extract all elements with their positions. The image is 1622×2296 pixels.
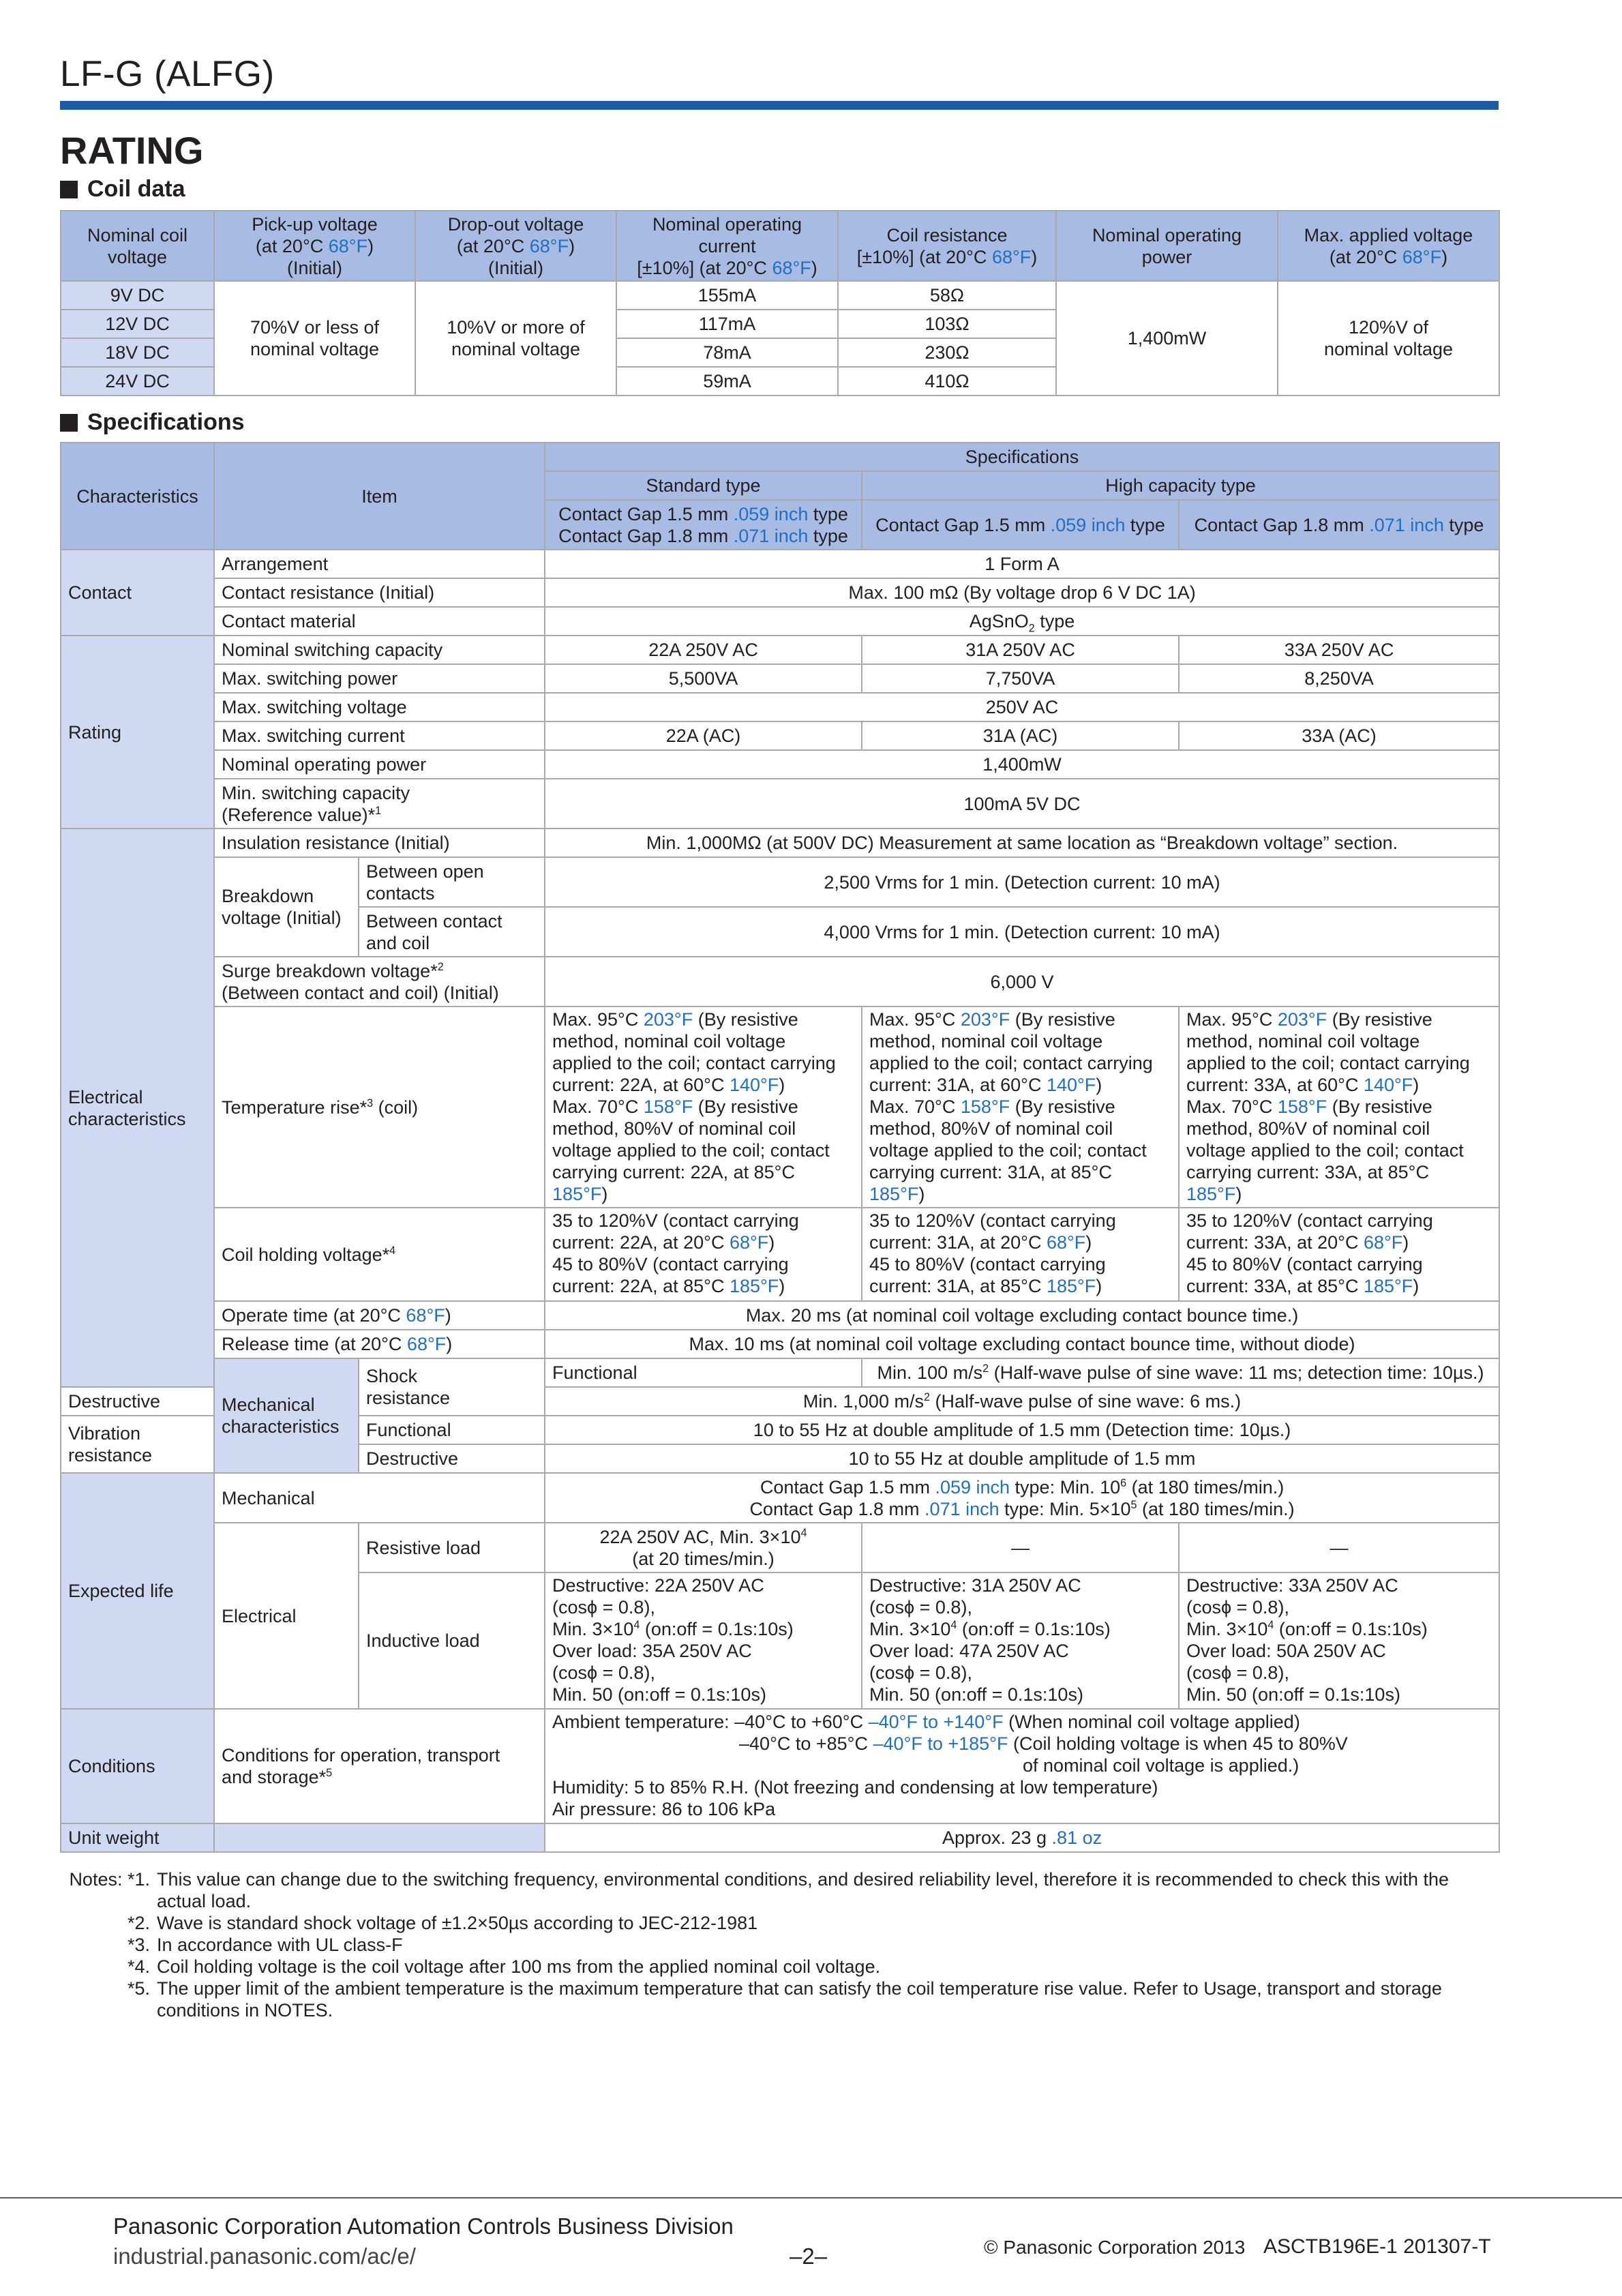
notes — [60, 1868, 1499, 2021]
table-row — [61, 1007, 1499, 1208]
value-cell: Max. 10 ms (at nominal coil voltage excluding contact bounce time, without diode) — [545, 1330, 1499, 1358]
resistance-cell: 58Ω — [838, 281, 1056, 310]
note-item: *5. The upper limit of the ambient temperature is the maximum temperature that can satisfy the coil temperature rise value. Refer to Usage, transport and storage conditions in NOTES. — [127, 1978, 1442, 2021]
table-row — [61, 857, 1499, 907]
item-vibration-resistance: Vibration resistance — [61, 1416, 214, 1473]
header-current: Nominal operating current [±10%] (at 20°C 68°F) — [616, 211, 838, 281]
value-cell: 7,750VA — [862, 664, 1179, 693]
page-title: LF-G (ALFG) — [60, 54, 275, 94]
item-between-open-contacts: Between open contacts — [359, 857, 545, 907]
coil-header-row — [61, 211, 1499, 281]
value-cell: 31A 250V AC — [862, 636, 1179, 664]
header-resistance: Coil resistance [±10%] (at 20°C 68°F) — [838, 211, 1056, 281]
value-cell: 250V AC — [545, 693, 1499, 721]
item-inductive-load: Inductive load — [359, 1572, 545, 1709]
resistance-cell: 103Ω — [838, 310, 1056, 338]
coil-voltage-cell: 24V DC — [61, 367, 214, 396]
item-min-switching-capacity: Min. switching capacity (Reference value)*$^1$ — [214, 779, 545, 829]
footer-url[interactable]: industrial.panasonic.com/ac/e/ — [113, 2243, 416, 2269]
power-value: 1,400mW — [1056, 281, 1278, 396]
value-cell: — — [1179, 1523, 1499, 1572]
value-arrangement: 1 Form A — [545, 550, 1499, 578]
value-cell: 22A (AC) — [545, 721, 862, 750]
value-conditions: Ambient temperature: –40°C to +60°C –40°F to +140°F (When nominal coil voltage applied) –40°C to +85°C –40°F to +185°F (Coil holding voltage is when 45 to 80%V of nominal coil voltage is applied.) Humidity: 5 to 85% R.H. (Not freezing and condensing at low temperature) Air pressure: 86 to 106 kPa — [545, 1709, 1499, 1823]
item-max-switching-current: Max. switching current — [214, 721, 545, 750]
holding-standard: 35 to 120%V (contact carrying current: 22A, at 20°C 68°F) 45 to 80%V (contact carrying current: 22A, at 85°C 185°F) — [545, 1208, 862, 1301]
value-cell: 22A 250V AC — [545, 636, 862, 664]
group-electrical: Electrical characteristics — [61, 829, 214, 1387]
value-cell: 4,000 Vrms for 1 min. (Detection current: 10 mA) — [545, 907, 1499, 957]
table-row — [61, 1330, 1499, 1358]
coil-data-table — [60, 210, 1500, 396]
note-item: *4. Coil holding voltage is the coil voltage after 100 ms from the applied nominal coil voltage. — [127, 1956, 881, 1977]
footer-company: Panasonic Corporation Automation Controls Business Division — [113, 2213, 734, 2239]
resistance-cell: 410Ω — [838, 367, 1056, 396]
value-contact-material: AgSnO$_2$ type — [545, 607, 1499, 636]
item-functional: Functional — [545, 1358, 862, 1387]
current-cell: 78mA — [616, 338, 838, 367]
item-release-time: Release time (at 20°C 68°F) — [214, 1330, 545, 1358]
item-conditions: Conditions for operation, transport and storage*$^5$ — [214, 1709, 545, 1823]
item-arrangement: Arrangement — [214, 550, 545, 578]
header-high-capacity-type: High capacity type — [862, 471, 1499, 500]
item-destructive: Destructive — [359, 1444, 545, 1473]
page-number: –2– — [790, 2243, 828, 2269]
header-item: Item — [214, 443, 545, 550]
item-operate-time: Operate time (at 20°C 68°F) — [214, 1301, 545, 1330]
temp-rise-hc15: Max. 95°C 203°F (By resistive method, nominal coil voltage applied to the coil; contact carrying current: 31A, at 60°C 140°F) Max. 70°C 158°F (By resistive method, 80%V of nominal coil voltage applied to the coil; contact carrying current: 31A, at 85°C 185°F) — [862, 1007, 1179, 1208]
header-gap-standard: Contact Gap 1.5 mm .059 inch type Contact Gap 1.8 mm .071 inch type — [545, 500, 862, 550]
holding-hc18: 35 to 120%V (contact carrying current: 33A, at 20°C 68°F) 45 to 80%V (contact carrying current: 33A, at 85°C 185°F) — [1179, 1208, 1499, 1301]
group-expected-life: Expected life — [61, 1473, 214, 1709]
item-max-switching-voltage: Max. switching voltage — [214, 693, 545, 721]
table-row — [61, 750, 1499, 779]
value-cell: 5,500VA — [545, 664, 862, 693]
square-bullet-icon — [60, 181, 78, 198]
value-cell: 1,400mW — [545, 750, 1499, 779]
header-standard-type: Standard type — [545, 471, 862, 500]
value-cell: 22A 250V AC, Min. $3\times 10^4$ (at 20 times/min.) — [545, 1523, 862, 1572]
table-row — [61, 578, 1499, 607]
group-rating: Rating — [61, 636, 214, 829]
specifications-heading: Specifications — [60, 409, 245, 436]
coil-voltage-cell: 9V DC — [61, 281, 214, 310]
value-cell: Min. 1,000MΩ (at 500V DC) Measurement at same location as “Breakdown voltage” section. — [545, 829, 1499, 857]
header-characteristics: Characteristics — [61, 443, 214, 550]
value-cell: Min. 100 $m/s^2$ (Half-wave pulse of sine wave: 11 ms; detection time: 10µs.) — [862, 1358, 1499, 1387]
holding-hc15: 35 to 120%V (contact carrying current: 31A, at 20°C 68°F) 45 to 80%V (contact carrying current: 31A, at 85°C 185°F) — [862, 1208, 1179, 1301]
max-voltage-value: 120%V of nominal voltage — [1278, 281, 1499, 396]
header-nominal-voltage: Nominal coil voltage — [61, 211, 214, 281]
value-cell: Contact Gap 1.5 mm .059 inch type: Min. $10^6$ (at 180 times/min.) Contact Gap 1.8 mm .071 inch type: Min. $5\times 10^5$ (at 180 times/min.) — [545, 1473, 1499, 1523]
value-cell: 31A (AC) — [862, 721, 1179, 750]
item-nominal-operating-power: Nominal operating power — [214, 750, 545, 779]
table-row — [61, 1709, 1499, 1823]
resistance-cell: 230Ω — [838, 338, 1056, 367]
table-row — [61, 636, 1499, 664]
current-cell: 155mA — [616, 281, 838, 310]
item-nominal-switching-capacity: Nominal switching capacity — [214, 636, 545, 664]
table-row — [61, 1523, 1499, 1572]
footer-rule — [0, 2197, 1622, 2198]
inductive-hc15: Destructive: 31A 250V AC (cosϕ = 0.8), Min. $3\times 10^4$ (on:off = 0.1s:10s) Over load: 47A 250V AC (cosϕ = 0.8), Min. 50 (on:off = 0.1s:10s) — [862, 1572, 1179, 1709]
group-mechanical: Mechanical characteristics — [214, 1358, 359, 1473]
coil-data-heading: Coil data — [60, 176, 185, 203]
header-gap-hc-15: Contact Gap 1.5 mm .059 inch type — [862, 500, 1179, 550]
note-item: *2. Wave is standard shock voltage of ±1.2×50µs according to JEC-212-1981 — [127, 1913, 758, 1933]
table-row — [61, 607, 1499, 636]
table-row — [61, 664, 1499, 693]
table-row — [61, 693, 1499, 721]
temp-rise-hc18: Max. 95°C 203°F (By resistive method, nominal coil voltage applied to the coil; contact carrying current: 33A, at 60°C 140°F) Max. 70°C 158°F (By resistive method, 80%V of nominal coil voltage applied to the coil; contact carrying current: 33A, at 85°C 185°F) — [1179, 1007, 1499, 1208]
current-cell: 59mA — [616, 367, 838, 396]
item-between-contact-coil: Between contact and coil — [359, 907, 545, 957]
dropout-value: 10%V or more of nominal voltage — [415, 281, 616, 396]
table-row — [61, 1823, 1499, 1852]
inductive-standard: Destructive: 22A 250V AC (cosϕ = 0.8), Min. $3\times 10^4$ (on:off = 0.1s:10s) Over load: 35A 250V AC (cosϕ = 0.8), Min. 50 (on:off = 0.1s:10s) — [545, 1572, 862, 1709]
table-row — [61, 550, 1499, 578]
coil-voltage-cell: 12V DC — [61, 310, 214, 338]
group-unit-weight: Unit weight — [61, 1823, 214, 1852]
item-coil-holding-voltage: Coil holding voltage*$^4$ — [214, 1208, 545, 1301]
item-contact-material: Contact material — [214, 607, 545, 636]
item-empty — [214, 1823, 545, 1852]
square-bullet-icon — [60, 414, 78, 432]
item-temperature-rise: Temperature rise*$^3$ (coil) — [214, 1007, 545, 1208]
specifications-table — [60, 442, 1500, 1853]
value-cell: 8,250VA — [1179, 664, 1499, 693]
value-cell: 2,500 Vrms for 1 min. (Detection current: 10 mA) — [545, 857, 1499, 907]
value-cell: 100mA 5V DC — [545, 779, 1499, 829]
item-insulation-resistance: Insulation resistance (Initial) — [214, 829, 545, 857]
value-cell: 33A 250V AC — [1179, 636, 1499, 664]
item-contact-resistance: Contact resistance (Initial) — [214, 578, 545, 607]
note-item: *3. In accordance with UL class-F — [127, 1935, 403, 1955]
item-functional: Functional — [359, 1416, 545, 1444]
coil-voltage-cell: 18V DC — [61, 338, 214, 367]
item-breakdown-voltage: Breakdown voltage (Initial) — [214, 857, 359, 957]
value-cell: 10 to 55 Hz at double amplitude of 1.5 mm — [545, 1444, 1499, 1473]
table-row — [61, 281, 1499, 310]
title-rule — [60, 101, 1499, 110]
footer-copyright: © Panasonic Corporation 2013 — [984, 2237, 1246, 2258]
group-contact: Contact — [61, 550, 214, 636]
footer-doc-code: ASCTB196E-1 201307-T — [1263, 2235, 1491, 2258]
inductive-hc18: Destructive: 33A 250V AC (cosϕ = 0.8), Min. $3\times 10^4$ (on:off = 0.1s:10s) Over load: 50A 250V AC (cosϕ = 0.8), Min. 50 (on:off = 0.1s:10s) — [1179, 1572, 1499, 1709]
table-row — [61, 957, 1499, 1007]
table-row — [61, 1473, 1499, 1523]
value-cell: Min. 1,000 $m/s^2$ (Half-wave pulse of sine wave: 6 ms.) — [545, 1387, 1499, 1416]
group-conditions: Conditions — [61, 1709, 214, 1823]
item-surge-breakdown: Surge breakdown voltage*$^2$ (Between contact and coil) (Initial) — [214, 957, 545, 1007]
value-cell: 33A (AC) — [1179, 721, 1499, 750]
header-pickup: Pick-up voltage (at 20°C 68°F) (Initial) — [214, 211, 415, 281]
value-cell: 10 to 55 Hz at double amplitude of 1.5 mm (Detection time: 10µs.) — [545, 1416, 1499, 1444]
section-title: RATING — [60, 129, 204, 172]
header-gap-hc-18: Contact Gap 1.8 mm .071 inch type — [1179, 500, 1499, 550]
item-electrical-life: Electrical — [214, 1523, 359, 1709]
value-cell: — — [862, 1523, 1179, 1572]
value-cell: Max. 20 ms (at nominal coil voltage excluding contact bounce time.) — [545, 1301, 1499, 1330]
current-cell: 117mA — [616, 310, 838, 338]
value-contact-resistance: Max. 100 mΩ (By voltage drop 6 V DC 1A) — [545, 578, 1499, 607]
item-resistive-load: Resistive load — [359, 1523, 545, 1572]
item-shock-resistance: Shock resistance — [359, 1358, 545, 1416]
table-row — [61, 1358, 1499, 1387]
table-row — [61, 1208, 1499, 1301]
table-row — [61, 721, 1499, 750]
value-unit-weight: Approx. 23 g .81 oz — [545, 1823, 1499, 1852]
table-row — [61, 1301, 1499, 1330]
temp-rise-standard: Max. 95°C 203°F (By resistive method, nominal coil voltage applied to the coil; contact carrying current: 22A, at 60°C 140°F) Max. 70°C 158°F (By resistive method, 80%V of nominal coil voltage applied to the coil; contact carrying current: 22A, at 85°C 185°F) — [545, 1007, 862, 1208]
pickup-value: 70%V or less of nominal voltage — [214, 281, 415, 396]
header-dropout: Drop-out voltage (at 20°C 68°F) (Initial) — [415, 211, 616, 281]
header-specifications: Specifications — [545, 443, 1499, 471]
note-item: Notes: *1. This value can change due to the switching frequency, environmental conditions, and desired reliability level, therefore it is recommended to check this with the actual load. — [69, 1869, 1450, 1911]
table-row — [61, 779, 1499, 829]
header-power: Nominal operating power — [1056, 211, 1278, 281]
spec-header-row — [61, 443, 1499, 471]
item-mechanical-life: Mechanical — [214, 1473, 545, 1523]
value-cell: 6,000 V — [545, 957, 1499, 1007]
table-row — [61, 829, 1499, 857]
item-destructive: Destructive — [61, 1387, 214, 1416]
header-max-voltage: Max. applied voltage (at 20°C 68°F) — [1278, 211, 1499, 281]
item-max-switching-power: Max. switching power — [214, 664, 545, 693]
